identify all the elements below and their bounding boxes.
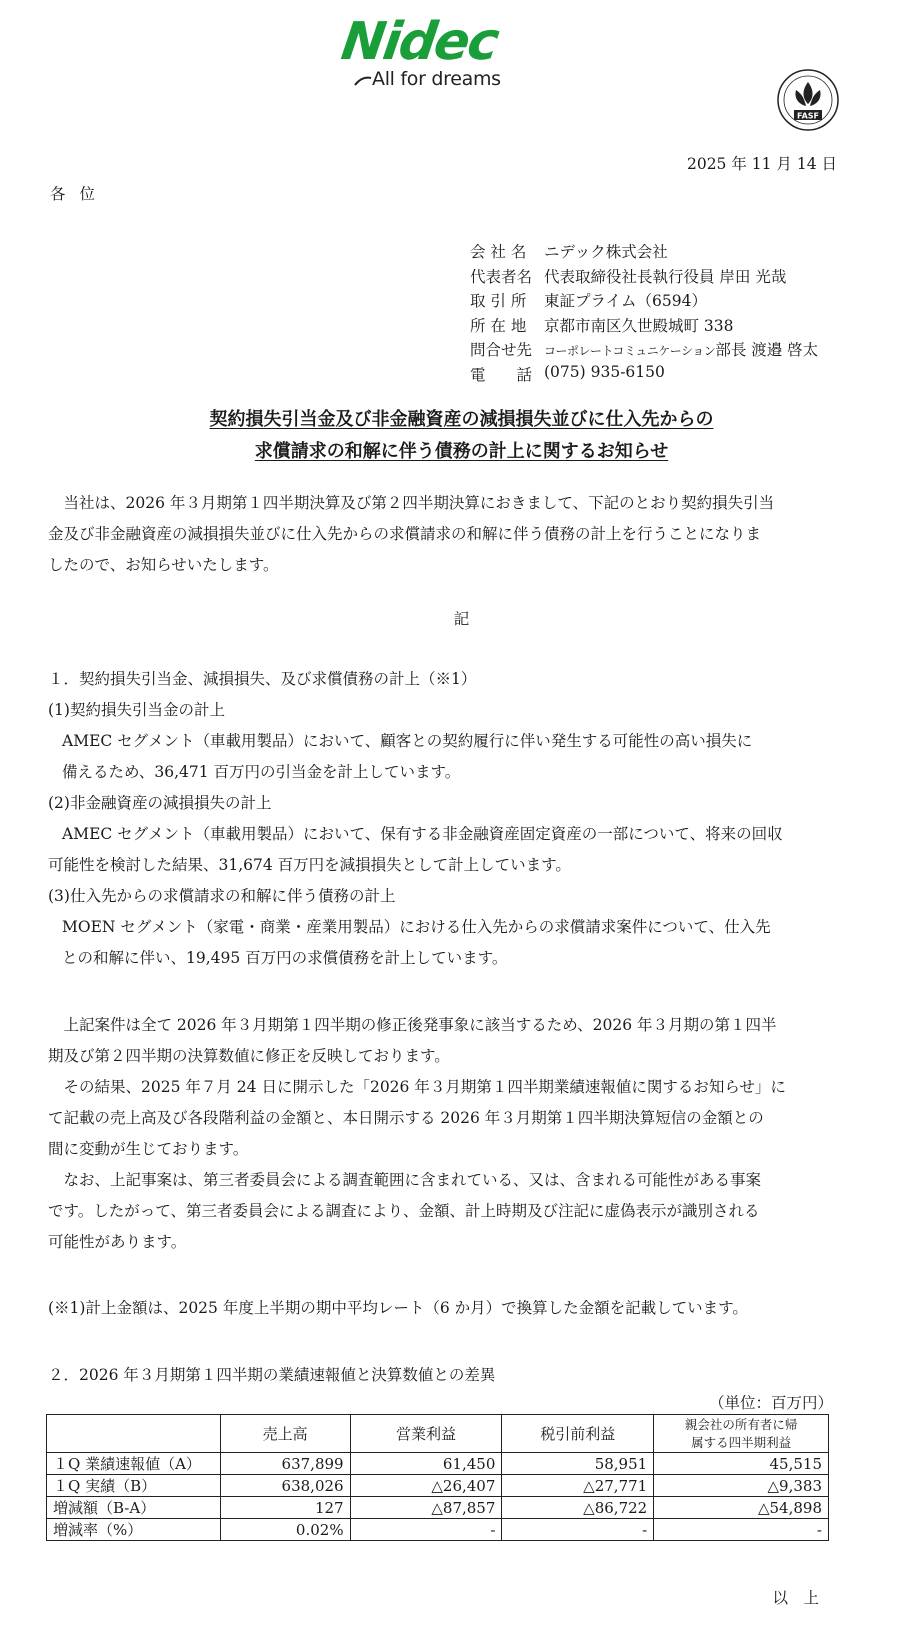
intro-line: 当社は、2026 年３月期第１四半期決算及び第２四半期決算におきまして、下記のとおり契約損失引当: [48, 494, 775, 512]
info-row: [470, 265, 818, 290]
sub3-line: MOEN セグメント（家電・商業・産業用製品）における仕入先からの求償請求案件について、仕入先: [62, 918, 771, 936]
results-table: [46, 1414, 829, 1541]
info-label: 電 話: [470, 365, 533, 384]
info-label: 取 引 所: [470, 292, 527, 310]
table-header-line: 親会社の所有者に帰: [684, 1416, 798, 1432]
table-header-empty: [47, 1415, 221, 1453]
info-row: [470, 314, 818, 339]
footnote: (※1)計上金額は、2025 年度上半期の期中平均レート（6 か月）で換算した金額を記載しています。: [48, 1299, 748, 1317]
sub3-line: との和解に伴い、19,495 百万円の求償債務を計上しています。: [62, 949, 508, 967]
document-date: 2025 年 11 月 14 日: [686, 155, 837, 173]
table-cell: 637,899: [220, 1453, 350, 1475]
document-title: [0, 404, 923, 468]
end-marker: 以 上: [772, 1589, 819, 1607]
table-row: [47, 1519, 829, 1541]
body-line: なお、上記事案は、第三者委員会による調査範囲に含まれている、又は、含まれる可能性がある事案: [48, 1171, 762, 1189]
table-row: [47, 1475, 829, 1497]
sub2-heading: (2)非金融資産の減損損失の計上: [48, 794, 272, 812]
info-row: [470, 338, 818, 363]
info-value: 東証プライム（6594）: [544, 292, 707, 310]
table-header-line: 属する四半期利益: [691, 1434, 792, 1450]
intro-line: 金及び非金融資産の減損損失並びに仕入先からの求償請求の和解に伴う債務の計上を行うことになりま: [48, 525, 762, 543]
body-paragraphs: [48, 1010, 786, 1258]
fasf-label: FASF: [797, 111, 819, 121]
table-cell: -: [350, 1519, 502, 1541]
table-cell: 0.02%: [220, 1519, 350, 1541]
table-row: [47, 1453, 829, 1475]
sub1-heading: (1)契約損失引当金の計上: [48, 701, 225, 719]
table-header: 税引前利益: [502, 1415, 654, 1453]
tagline-text: All for dreams: [372, 68, 501, 90]
title-line-2: 求償請求の和解に伴う債務の計上に関するお知らせ: [254, 441, 669, 462]
sub2-line: 可能性を検討した結果、31,674 百万円を減損損失として計上しています。: [48, 856, 571, 874]
body-line: 可能性があります。: [48, 1233, 187, 1251]
sub2-line: AMEC セグメント（車載用製品）において、保有する非金融資産固定資産の一部について、将来の回収: [62, 825, 783, 843]
info-value: 代表取締役社長執行役員 岸田 光哉: [544, 267, 787, 286]
table-header-profit: [654, 1415, 829, 1453]
info-row: [470, 240, 818, 265]
info-row: [470, 363, 818, 388]
table-header: 営業利益: [350, 1415, 502, 1453]
sub3-heading: (3)仕入先からの求償請求の和解に伴う債務の計上: [48, 887, 396, 905]
table-cell-label: １Q 実績（B）: [47, 1475, 221, 1497]
table-cell: △9,383: [654, 1475, 829, 1497]
sub1-line: AMEC セグメント（車載用製品）において、顧客との契約履行に伴い発生する可能性の高い損失に: [62, 732, 753, 750]
section-1-heading: １．契約損失引当金、減損損失、及び求償債務の計上（※1）: [48, 670, 477, 688]
body-line: 上記案件は全て 2026 年３月期第１四半期の修正後発事象に該当するため、2026 年３月期の第１四半: [48, 1016, 777, 1034]
body-line: その結果、2025 年７月 24 日に開示した「2026 年３月期第１四半期業績速報値に関するお知らせ」に: [48, 1078, 786, 1096]
fasf-seal-icon: [776, 68, 840, 132]
body-line: 期及び第２四半期の決算数値に修正を反映しております。: [48, 1047, 450, 1065]
table-cell: 61,450: [350, 1453, 502, 1475]
table-cell-label: １Q 業績速報値（A）: [47, 1453, 221, 1475]
info-row: [470, 289, 818, 314]
title-line-1: 契約損失引当金及び非金融資産の減損損失並びに仕入先からの: [209, 409, 714, 430]
body-line: て記載の売上高及び各段階利益の金額と、本日開示する 2026 年３月期第１四半期決算短信の金額との: [48, 1109, 764, 1127]
info-label: 代表者名: [470, 267, 533, 286]
info-value: [544, 338, 818, 363]
swoosh-icon: [354, 74, 372, 86]
table-cell: -: [502, 1519, 654, 1541]
table-cell: 638,026: [220, 1475, 350, 1497]
sub1-line: 備えるため、36,471 百万円の引当金を計上しています。: [62, 763, 461, 781]
intro-line: したので、お知らせいたします。: [48, 556, 279, 574]
company-info: [470, 240, 818, 387]
info-label: 所 在 地: [470, 316, 527, 335]
addressee: 各位: [50, 185, 110, 203]
table-cell: △87,857: [350, 1497, 502, 1519]
info-value: (075) 935-6150: [544, 362, 665, 381]
table-cell: 45,515: [654, 1453, 829, 1475]
intro-paragraph: [48, 488, 774, 581]
unit-label: （単位：百万円）: [708, 1394, 833, 1412]
info-value-dept: コーポレートコミュニケーション: [544, 344, 716, 358]
table-cell: △26,407: [350, 1475, 502, 1497]
info-label: 問合せ先: [470, 341, 533, 359]
info-value-contact: 部長 渡邉 啓太: [715, 341, 819, 359]
table-cell: 58,951: [502, 1453, 654, 1475]
body-line: です。したがって、第三者委員会による調査により、金額、計上時期及び注記に虚偽表示が識別される: [48, 1202, 760, 1220]
table-header-row: [47, 1415, 829, 1453]
section-2-heading: ２．2026 年３月期第１四半期の業績速報値と決算数値との差異: [48, 1366, 496, 1384]
section-1: [48, 664, 783, 974]
table-header: 売上高: [220, 1415, 350, 1453]
table-cell: △27,771: [502, 1475, 654, 1497]
table-cell: -: [654, 1519, 829, 1541]
info-value: 京都市南区久世殿城町 338: [544, 316, 734, 335]
logo-tagline: [354, 68, 501, 90]
table-cell-label: 増減率（%）: [47, 1519, 221, 1541]
info-value: ニデック株式会社: [544, 243, 668, 261]
table-cell: △54,898: [654, 1497, 829, 1519]
nidec-logo: Nidec: [337, 12, 501, 72]
info-label: 会 社 名: [470, 243, 527, 261]
ki-marker: 記: [453, 610, 470, 628]
table-cell: 127: [220, 1497, 350, 1519]
table-cell-label: 増減額（B-A）: [47, 1497, 221, 1519]
table-row: [47, 1497, 829, 1519]
table-cell: △86,722: [502, 1497, 654, 1519]
body-line: 間に変動が生じております。: [48, 1140, 249, 1158]
